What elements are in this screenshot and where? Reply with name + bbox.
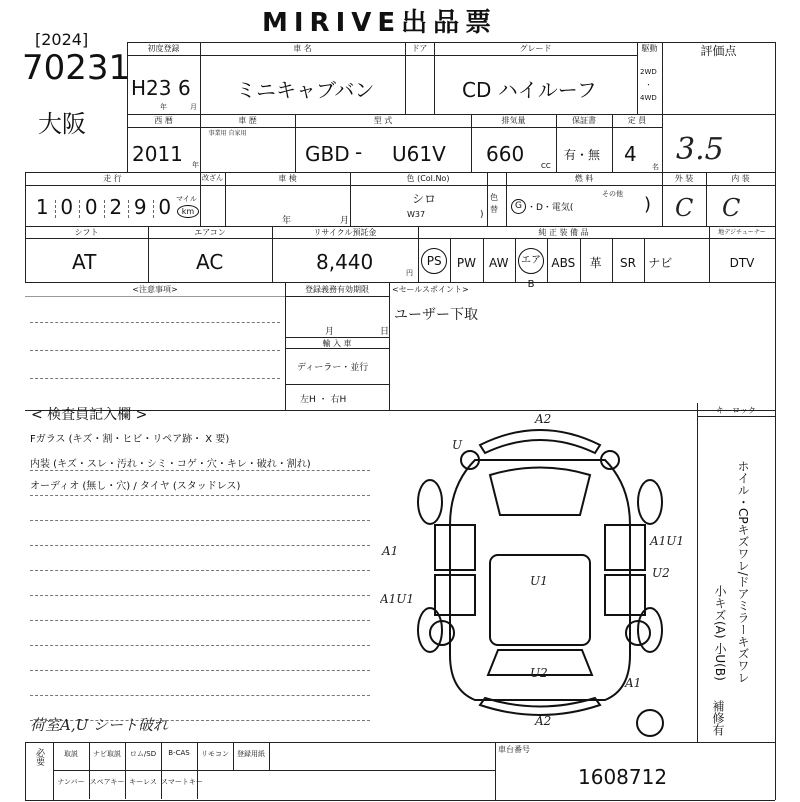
location: 大阪 [38,110,86,138]
rating-handwritten: 3.5 [676,132,724,167]
hdr-vehicle-type-sub: 事業用 自家用 [208,130,247,137]
hdr-equipment: 純 正 装 備 品 [538,228,589,237]
hdr-displacement: 排気量 [501,116,526,125]
hdr-color: 色 (Col.No) [406,174,450,183]
color-name: シロ [412,192,437,206]
warranty-value: 有・無 [564,148,601,162]
odo-digit: 0 [84,195,98,219]
sheet-title: MIRIVE出品票 [262,8,498,38]
fuel-g-circled: G [511,199,526,214]
hdr-recycle: リサイクル預託金 [313,228,377,237]
hdr-interior: 内 装 [731,174,750,183]
insp-year: 年 [282,216,292,226]
grade: CD ハイルーフ [462,78,597,102]
audio-tire-note: オーディオ (無し・穴) / タイヤ (スタッドレス) [30,481,241,492]
year-label: [2024] [35,30,89,49]
footer-item: スマートキー [161,778,203,786]
displacement-unit: CC [541,162,551,170]
fuel-close: ) [644,194,652,215]
footer-item: ナンバー [57,778,85,786]
recycle-yen: 円 [406,269,413,277]
mark-u-left: U [452,438,463,452]
footer-item: 登録用紙 [237,750,265,758]
front-bumper [480,430,600,453]
equipment-item: SR [619,256,636,270]
interior-note: 内装 (キズ・スレ・汚れ・シミ・コゲ・穴・キレ・破れ・割れ) [30,459,311,470]
spare-tire [637,710,663,736]
vertical-note: ホイル・CPキズワレ/ドアミラーキズワレ [736,460,750,684]
hdr-shift: シフト [74,228,99,237]
odo-digit: 1 [35,195,49,219]
fglass-note: Fガラス (キズ・割・ヒビ・リペア跡・ X 要) [30,434,230,445]
reg-era: H23 [131,76,172,100]
hdr-drive: 駆動 [641,44,658,53]
equipment-item: PW [456,256,476,270]
mark-a1u1-right: A1U1 [650,534,685,548]
model-prefix: GBD [305,142,350,166]
hdr-aircon: エアコン [194,228,226,237]
lot-number: 70231 [22,48,131,88]
hdr-sales-point: <セールスポイント> [392,285,469,294]
expiry-day: 日 [380,327,390,337]
footer-item: キーレス [129,778,157,786]
exterior-handwritten: C [675,194,694,222]
hdr-grade: グレード [519,44,552,53]
footer-item: B-CAS [168,749,190,757]
reg-year-unit: 年 [160,103,167,111]
sales-point: ユーザー下取 [394,307,478,323]
car-damage-diagram [380,405,700,740]
capacity-value: 4 [624,142,637,166]
model-code: U61V [392,142,446,166]
handle-side: 左H ・ 右H [300,395,347,405]
footer-item: ナビ取説 [93,750,121,758]
door-rl [435,575,475,615]
footer-item: 取説 [64,750,78,758]
shift-value: AT [72,250,97,274]
drive-4wd: 4WD [640,94,657,102]
wheel-fl [418,480,442,524]
color-paren: ) [480,210,484,220]
reg-month: 6 [178,76,191,100]
color-change: 色 替 [490,193,498,214]
aircon-value: AC [196,250,224,274]
model-year-unit: 年 [192,161,199,169]
expiry-month: 月 [325,327,335,337]
mark-u2-rear: U2 [530,666,548,680]
equipment-item: AW [489,256,509,270]
hdr-key-lock: キーロック [716,406,756,415]
hdr-fuel: 燃 料 [574,174,594,183]
footer-side-label: 必要 [34,748,44,766]
model-year: 2011 [132,142,183,166]
model-dash: - [355,140,363,164]
interior-handwritten: C [722,194,741,222]
hdr-exterior: 外 装 [674,174,694,183]
hdr-model: 型 式 [373,116,393,125]
odo-km-circled: km [177,205,199,218]
mark-a1-rear-right: A1 [625,676,642,690]
footer-item: スペアキー [89,778,125,786]
equipment-item: DTV [729,256,755,270]
windshield [490,468,590,516]
door-fl [435,525,475,570]
hdr-first-reg: 初度登録 [147,44,180,53]
hdr-import: 輸 入 車 [322,339,352,348]
hdr-model-year: 西 暦 [154,116,173,125]
recycle-value: 8,440 [316,250,374,274]
roof [490,555,590,645]
capacity-unit: 名 [652,163,659,171]
hdr-inspection: 車 検 [278,174,297,183]
hdr-vehicle-type: 車 歴 [238,116,257,125]
hdr-meter-swap: 改ざん [202,174,223,182]
mark-a1u1-left: A1U1 [380,592,415,606]
equipment-item: ナビ [648,256,673,270]
handwritten-notes-bottom: 荷室A,U シート破れ [30,716,169,734]
inspector-heading: < 検査員記入欄 > [31,407,148,423]
door-fr [605,525,645,570]
mark-u-center: U1 [530,574,548,588]
insp-month: 月 [340,216,350,226]
hdr-capacity: 定 員 [627,116,647,125]
odo-digit: 2 [109,195,123,219]
hdr-expiry: 登録義務有効期限 [305,285,369,294]
odo-digit: 0 [158,195,172,219]
hdr-notes: <注意事項> [132,285,178,294]
odo-digit: 0 [60,195,74,219]
mark-u2-right: U2 [652,566,670,580]
fuel-options: ・D・電気( [527,203,574,213]
odo-digit: 9 [133,195,147,219]
hdr-dtv: 地デジチューナー [718,229,766,236]
car-name: ミニキャブバン [236,78,375,102]
odo-mile-label: マイル [176,195,197,203]
chassis-number: 1608712 [578,765,668,789]
hdr-rating: 評価点 [700,44,737,58]
hdr-door: ドア [411,44,428,53]
door-rr [605,575,645,615]
wheel-fr [638,480,662,524]
fuel-other: その他 [602,190,623,198]
dealer-parallel: ディーラー・並行 [297,363,369,373]
footer-chassis-label: 車台番号 [498,745,530,754]
mark-a1-left: A1 [382,544,399,558]
footer-item: リモコン [201,750,229,758]
color-code: W37 [407,210,426,219]
hdr-car-name: 車 名 [293,44,312,53]
equipment-item: エアB [518,248,544,274]
hdr-mileage: 走 行 [103,174,122,183]
footer-item: ロム/SD [129,750,157,758]
mark-a2-rear: A2 [535,714,552,728]
mark-front: A2 [535,412,552,426]
reg-month-unit: 月 [190,103,197,111]
drive-2wd: 2WD [640,68,657,76]
vertical-note-3: 補修有 [711,700,725,736]
equipment-item: PS [421,248,447,274]
equipment-item: ABS [551,256,576,270]
equipment-item: 革 [589,256,602,270]
vertical-note-2: 小キズ(A) 小U(B) [713,585,727,681]
drive-dot: ・ [645,81,652,89]
hdr-warranty: 保証書 [572,116,596,125]
displacement: 660 [486,142,525,166]
